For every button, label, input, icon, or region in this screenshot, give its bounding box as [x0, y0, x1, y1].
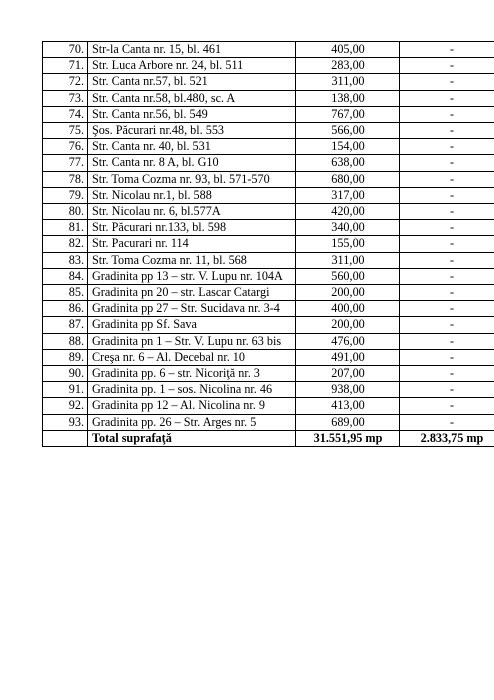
address-cell: Gradinita pp Sf. Sava — [88, 317, 296, 333]
address-cell: Gradinita pp. 1 – sos. Nicolina nr. 46 — [88, 382, 296, 398]
area-cell: 207,00 — [296, 366, 400, 382]
table-row — [43, 42, 494, 58]
row-number-cell: 84. — [43, 268, 88, 284]
address-cell: Str. Pacurari nr. 114 — [88, 236, 296, 252]
address-cell: Str. Toma Cozma nr. 93, bl. 571-570 — [88, 171, 296, 187]
area-cell: 317,00 — [296, 187, 400, 203]
address-cell: Gradinita pp. 26 – Str. Arges nr. 5 — [88, 414, 296, 430]
secondary-area-cell: - — [400, 74, 494, 90]
table-row — [43, 204, 494, 220]
row-number-cell: 81. — [43, 220, 88, 236]
address-cell: Creşa nr. 6 – Al. Decebal nr. 10 — [88, 349, 296, 365]
area-cell: 767,00 — [296, 106, 400, 122]
area-cell: 420,00 — [296, 204, 400, 220]
table-row — [43, 171, 494, 187]
area-cell: 154,00 — [296, 139, 400, 155]
table-row — [43, 349, 494, 365]
land-area-table — [42, 41, 494, 447]
table-row — [43, 366, 494, 382]
secondary-area-cell: - — [400, 366, 494, 382]
row-number-cell: 92. — [43, 398, 88, 414]
total-number-cell — [43, 430, 88, 446]
secondary-area-cell: - — [400, 106, 494, 122]
row-number-cell: 75. — [43, 123, 88, 139]
row-number-cell: 85. — [43, 285, 88, 301]
address-cell: Str. Canta nr. 8 A, bl. G10 — [88, 155, 296, 171]
row-number-cell: 70. — [43, 42, 88, 58]
area-cell: 311,00 — [296, 74, 400, 90]
total-row — [43, 430, 494, 446]
secondary-area-cell: - — [400, 317, 494, 333]
table-row — [43, 106, 494, 122]
secondary-area-cell: - — [400, 58, 494, 74]
area-cell: 938,00 — [296, 382, 400, 398]
address-cell: Gradinita pp. 6 – str. Nicoriţă nr. 3 — [88, 366, 296, 382]
table-row — [43, 155, 494, 171]
secondary-area-cell: - — [400, 333, 494, 349]
table-row — [43, 285, 494, 301]
address-cell: Str. Toma Cozma nr. 11, bl. 568 — [88, 252, 296, 268]
table-row — [43, 187, 494, 203]
area-cell: 413,00 — [296, 398, 400, 414]
row-number-cell: 89. — [43, 349, 88, 365]
secondary-area-cell: - — [400, 204, 494, 220]
secondary-area-cell: - — [400, 187, 494, 203]
total-secondary-area-cell: 2.833,75 mp — [400, 430, 494, 446]
row-number-cell: 77. — [43, 155, 88, 171]
table-row — [43, 398, 494, 414]
total-area-cell: 31.551,95 mp — [296, 430, 400, 446]
row-number-cell: 86. — [43, 301, 88, 317]
secondary-area-cell: - — [400, 301, 494, 317]
table-row — [43, 74, 494, 90]
area-cell: 200,00 — [296, 317, 400, 333]
row-number-cell: 80. — [43, 204, 88, 220]
row-number-cell: 87. — [43, 317, 88, 333]
address-cell: Şos. Păcurari nr.48, bl. 553 — [88, 123, 296, 139]
area-cell: 138,00 — [296, 90, 400, 106]
secondary-area-cell: - — [400, 155, 494, 171]
address-cell: Str. Păcurari nr.133, bl. 598 — [88, 220, 296, 236]
address-cell: Str. Canta nr.57, bl. 521 — [88, 74, 296, 90]
table-row — [43, 90, 494, 106]
table-row — [43, 382, 494, 398]
area-cell: 400,00 — [296, 301, 400, 317]
address-cell: Gradinita pp 27 – Str. Sucidava nr. 3-4 — [88, 301, 296, 317]
table-row — [43, 252, 494, 268]
address-cell: Gradinita pn 20 – str. Lascar Catargi — [88, 285, 296, 301]
secondary-area-cell: - — [400, 349, 494, 365]
area-cell: 200,00 — [296, 285, 400, 301]
row-number-cell: 72. — [43, 74, 88, 90]
area-cell: 689,00 — [296, 414, 400, 430]
table-row — [43, 317, 494, 333]
table-row — [43, 220, 494, 236]
secondary-area-cell: - — [400, 236, 494, 252]
address-cell: Str. Canta nr. 40, bl. 531 — [88, 139, 296, 155]
area-cell: 560,00 — [296, 268, 400, 284]
secondary-area-cell: - — [400, 42, 494, 58]
row-number-cell: 82. — [43, 236, 88, 252]
table-row — [43, 268, 494, 284]
address-cell: Str. Canta nr.58, bl.480, sc. A — [88, 90, 296, 106]
table-row — [43, 123, 494, 139]
secondary-area-cell: - — [400, 171, 494, 187]
secondary-area-cell: - — [400, 382, 494, 398]
area-cell: 680,00 — [296, 171, 400, 187]
area-cell: 491,00 — [296, 349, 400, 365]
area-cell: 638,00 — [296, 155, 400, 171]
row-number-cell: 76. — [43, 139, 88, 155]
row-number-cell: 91. — [43, 382, 88, 398]
table-row — [43, 236, 494, 252]
table-row — [43, 414, 494, 430]
secondary-area-cell: - — [400, 220, 494, 236]
row-number-cell: 74. — [43, 106, 88, 122]
table-row — [43, 301, 494, 317]
area-cell: 283,00 — [296, 58, 400, 74]
address-cell: Gradinita pn 1 – Str. V. Lupu nr. 63 bis — [88, 333, 296, 349]
row-number-cell: 90. — [43, 366, 88, 382]
total-label-cell: Total suprafaţă — [88, 430, 296, 446]
address-cell: Str. Nicolau nr. 6, bl.577A — [88, 204, 296, 220]
secondary-area-cell: - — [400, 285, 494, 301]
area-cell: 405,00 — [296, 42, 400, 58]
secondary-area-cell: - — [400, 398, 494, 414]
address-cell: Gradinita pp 13 – str. V. Lupu nr. 104A — [88, 268, 296, 284]
secondary-area-cell: - — [400, 90, 494, 106]
secondary-area-cell: - — [400, 139, 494, 155]
secondary-area-cell: - — [400, 414, 494, 430]
address-cell: Str. Luca Arbore nr. 24, bl. 511 — [88, 58, 296, 74]
row-number-cell: 79. — [43, 187, 88, 203]
area-cell: 566,00 — [296, 123, 400, 139]
table-row — [43, 139, 494, 155]
secondary-area-cell: - — [400, 268, 494, 284]
table-body — [43, 42, 494, 447]
row-number-cell: 78. — [43, 171, 88, 187]
address-cell: Gradinita pp 12 – Al. Nicolina nr. 9 — [88, 398, 296, 414]
row-number-cell: 88. — [43, 333, 88, 349]
area-cell: 340,00 — [296, 220, 400, 236]
address-cell: Str. Canta nr.56, bl. 549 — [88, 106, 296, 122]
table-row — [43, 58, 494, 74]
area-cell: 476,00 — [296, 333, 400, 349]
row-number-cell: 83. — [43, 252, 88, 268]
area-cell: 311,00 — [296, 252, 400, 268]
address-cell: Str. Nicolau nr.1, bl. 588 — [88, 187, 296, 203]
area-cell: 155,00 — [296, 236, 400, 252]
row-number-cell: 93. — [43, 414, 88, 430]
row-number-cell: 73. — [43, 90, 88, 106]
address-cell: Str-la Canta nr. 15, bl. 461 — [88, 42, 296, 58]
row-number-cell: 71. — [43, 58, 88, 74]
table-row — [43, 333, 494, 349]
secondary-area-cell: - — [400, 123, 494, 139]
secondary-area-cell: - — [400, 252, 494, 268]
